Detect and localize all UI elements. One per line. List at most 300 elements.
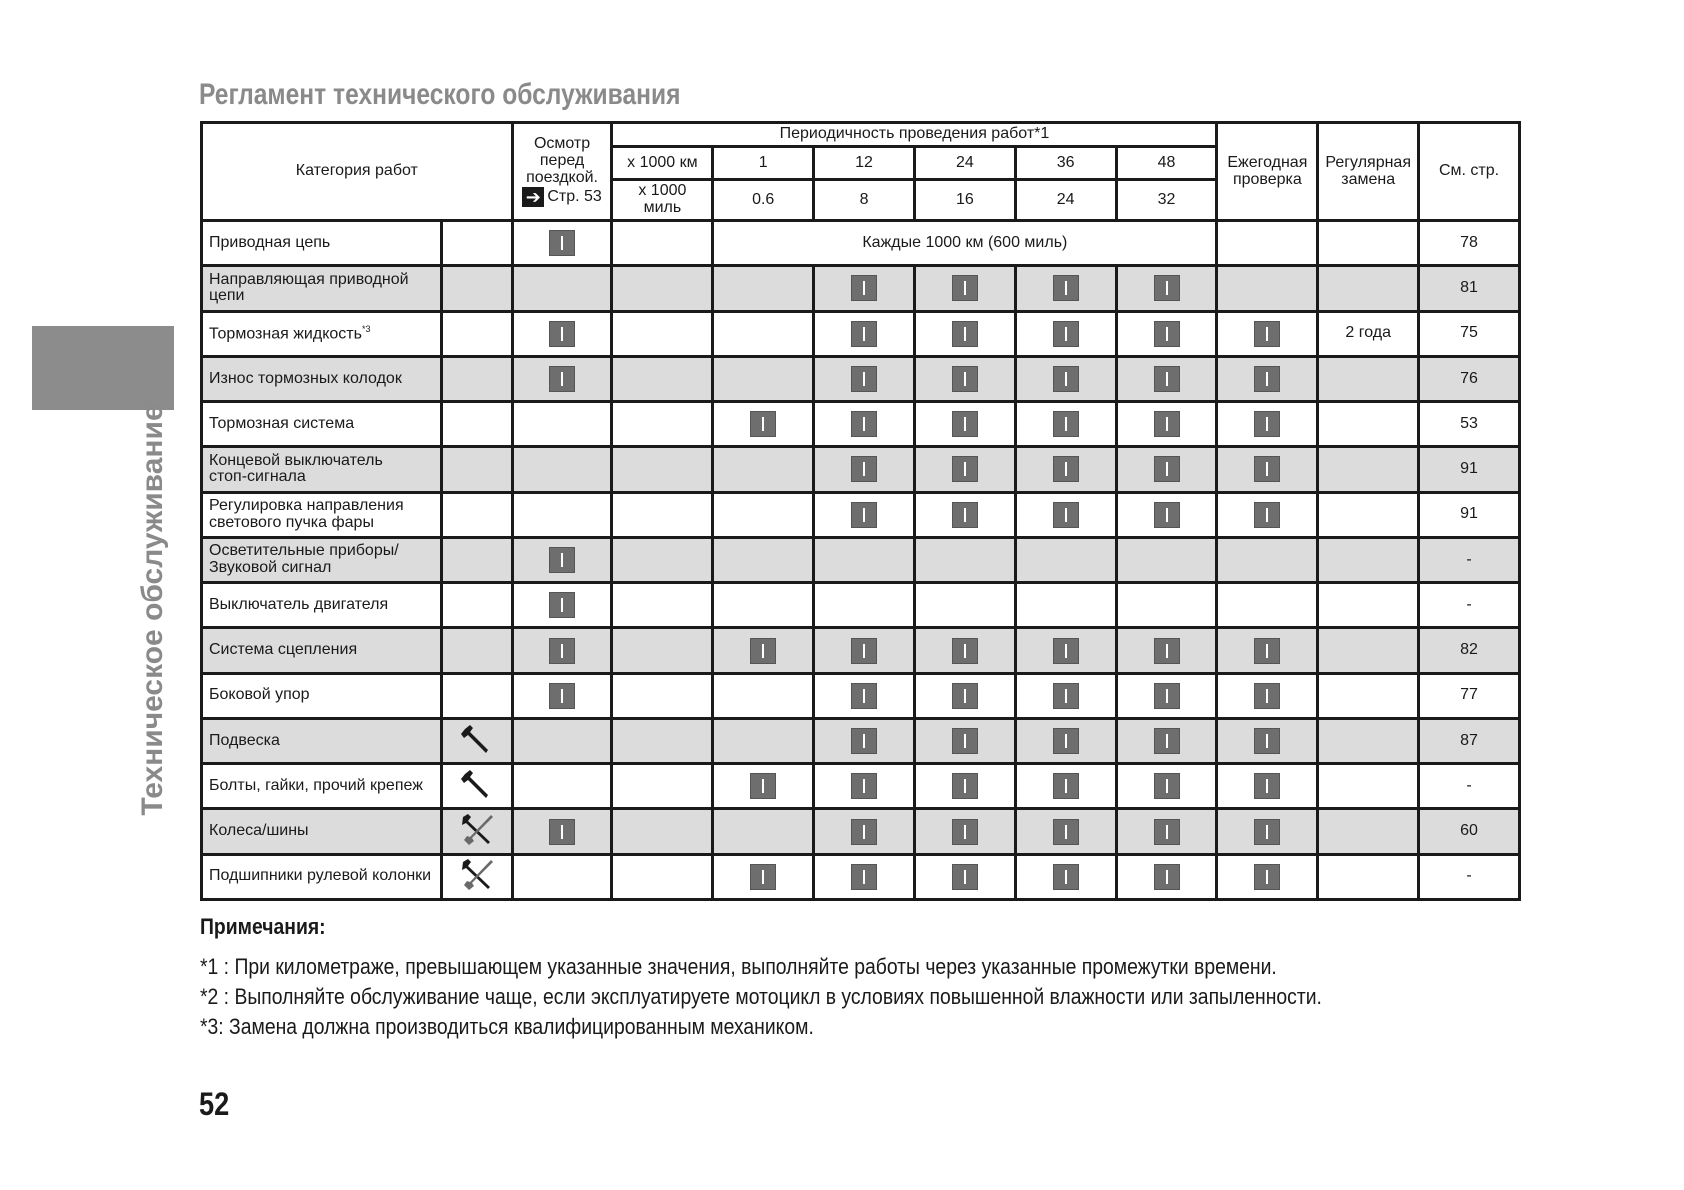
table-row xyxy=(202,221,1520,266)
interval-cell xyxy=(814,854,915,899)
category-line2: светового пучка фары xyxy=(209,513,374,531)
mile-value: 24 xyxy=(1015,180,1116,221)
pretrip-cell xyxy=(512,356,612,401)
inspect-mark-icon xyxy=(1053,502,1079,528)
interval-cell xyxy=(1015,537,1116,582)
replace-cell xyxy=(1318,583,1419,628)
km-value: 1 xyxy=(713,147,814,180)
interval-cell xyxy=(713,492,814,537)
interval-cell xyxy=(1116,492,1217,537)
tool-cell xyxy=(442,583,512,628)
inspect-mark-icon xyxy=(1154,366,1180,392)
category-name xyxy=(202,537,442,582)
replace-header xyxy=(1318,123,1419,221)
pretrip-cell xyxy=(512,583,612,628)
km-value: 36 xyxy=(1015,147,1116,180)
mile-value: 16 xyxy=(914,180,1015,221)
interval-cell xyxy=(1015,311,1116,356)
inspect-mark-icon xyxy=(1154,819,1180,845)
interval-cell xyxy=(1116,583,1217,628)
interval-cell xyxy=(914,311,1015,356)
km-value: 24 xyxy=(914,147,1015,180)
interval-cell xyxy=(1116,537,1217,582)
notes-title: Примечания: xyxy=(200,914,326,939)
interval-cell xyxy=(1015,402,1116,447)
pretrip-ref-text: Стр. 53 xyxy=(547,187,602,205)
inspect-mark-icon xyxy=(1254,638,1280,664)
page-title: Регламент технического обслуживания xyxy=(199,78,681,111)
interval-cell xyxy=(1116,673,1217,718)
tool-cell xyxy=(442,492,512,537)
replace-cell xyxy=(1318,673,1419,718)
inspect-mark-icon xyxy=(549,683,575,709)
category-line2: Звуковой сигнал xyxy=(209,558,332,576)
pretrip-cell xyxy=(512,447,612,492)
pretrip-line1: Осмотр xyxy=(533,135,591,153)
inspect-mark-icon xyxy=(851,411,877,437)
annual-cell xyxy=(1217,311,1318,356)
annual-cell xyxy=(1217,447,1318,492)
page-ref-cell: 53 xyxy=(1419,402,1520,447)
inspect-mark-icon xyxy=(952,864,978,890)
inspect-mark-icon xyxy=(1154,638,1180,664)
inspect-mark-icon xyxy=(1053,773,1079,799)
periodicity-header: Периодичность проведения работ*1 xyxy=(612,123,1217,147)
tool-cell xyxy=(442,356,512,401)
interval-cell xyxy=(914,673,1015,718)
interval-cell xyxy=(1015,628,1116,673)
category-name xyxy=(202,583,442,628)
mile-value: 0.6 xyxy=(713,180,814,221)
mile-label-line2: миль xyxy=(643,199,682,216)
annual-cell xyxy=(1217,221,1318,266)
interval-cell xyxy=(1116,356,1217,401)
page-ref-header: См. стр. xyxy=(1419,123,1520,221)
inspect-mark-icon xyxy=(952,456,978,482)
annual-cell xyxy=(1217,854,1318,899)
annual-cell xyxy=(1217,718,1318,763)
replace-line2: замена xyxy=(1341,170,1396,188)
unit-cell xyxy=(612,447,713,492)
interval-cell xyxy=(1015,809,1116,854)
inspect-mark-icon xyxy=(952,411,978,437)
page-ref-cell: - xyxy=(1419,583,1520,628)
interval-cell xyxy=(814,447,915,492)
category-name xyxy=(202,673,442,718)
annual-cell xyxy=(1217,764,1318,809)
tool-cell xyxy=(442,809,512,854)
interval-span-cell: Каждые 1000 км (600 миль) xyxy=(713,221,1217,266)
inspect-mark-icon xyxy=(1254,773,1280,799)
inspect-mark-icon xyxy=(1154,773,1180,799)
page-ref-cell: 60 xyxy=(1419,809,1520,854)
category-name xyxy=(202,718,442,763)
table-row xyxy=(202,854,1520,899)
inspect-mark-icon xyxy=(750,773,776,799)
tool-cell xyxy=(442,764,512,809)
inspect-mark-icon xyxy=(851,683,877,709)
schedule-body xyxy=(202,221,1520,900)
inspect-mark-icon xyxy=(1154,275,1180,301)
table-row xyxy=(202,809,1520,854)
interval-cell xyxy=(1116,402,1217,447)
table-row xyxy=(202,583,1520,628)
category-name xyxy=(202,447,442,492)
inspect-mark-icon xyxy=(1053,683,1079,709)
interval-cell xyxy=(814,311,915,356)
pretrip-cell xyxy=(512,221,612,266)
inspect-mark-icon xyxy=(1154,864,1180,890)
interval-cell xyxy=(814,764,915,809)
tool-cell xyxy=(442,673,512,718)
note-item: *1 : При километраже, превышающем указанные значения, выполняйте работы через указанные промежутки времени. xyxy=(200,954,1277,979)
replace-cell xyxy=(1318,809,1419,854)
category-name xyxy=(202,764,442,809)
interval-cell xyxy=(914,537,1015,582)
page-ref-cell: 78 xyxy=(1419,221,1520,266)
arrow-right-icon: ➔ xyxy=(522,187,544,207)
inspect-mark-icon xyxy=(1254,366,1280,392)
interval-cell xyxy=(713,583,814,628)
inspect-mark-icon xyxy=(750,864,776,890)
inspect-mark-icon xyxy=(851,638,877,664)
inspect-mark-icon xyxy=(1154,728,1180,754)
inspect-mark-icon xyxy=(1053,864,1079,890)
interval-cell xyxy=(914,854,1015,899)
table-row xyxy=(202,266,1520,311)
annual-cell xyxy=(1217,583,1318,628)
inspect-mark-icon xyxy=(549,230,575,256)
notes-section xyxy=(200,914,1600,1042)
replace-cell xyxy=(1318,266,1419,311)
unit-cell xyxy=(612,854,713,899)
category-line1: Осветительные приборы/ xyxy=(209,542,399,560)
category-line1: Выключатель двигателя xyxy=(209,595,389,613)
category-line1: Тормозная жидкость xyxy=(209,324,362,342)
page-ref-cell: 87 xyxy=(1419,718,1520,763)
unit-cell xyxy=(612,628,713,673)
interval-cell xyxy=(814,492,915,537)
pretrip-cell xyxy=(512,402,612,447)
inspect-mark-icon xyxy=(952,275,978,301)
interval-cell xyxy=(1116,854,1217,899)
table-row xyxy=(202,492,1520,537)
interval-cell xyxy=(1015,764,1116,809)
inspect-mark-icon xyxy=(1154,411,1180,437)
inspect-mark-icon xyxy=(1254,411,1280,437)
category-line1: Колеса/шины xyxy=(209,822,309,840)
page-ref-cell: 75 xyxy=(1419,311,1520,356)
inspect-mark-icon xyxy=(549,321,575,347)
tool-cell xyxy=(442,718,512,763)
pretrip-header xyxy=(512,123,612,221)
interval-cell xyxy=(814,809,915,854)
replace-cell xyxy=(1318,764,1419,809)
inspect-mark-icon xyxy=(851,819,877,845)
inspect-mark-icon xyxy=(952,366,978,392)
category-line1: Тормозная система xyxy=(209,414,355,432)
inspect-mark-icon xyxy=(1154,456,1180,482)
replace-cell xyxy=(1318,628,1419,673)
category-line1: Концевой выключатель xyxy=(209,451,383,469)
category-line1: Подшипники рулевой колонки xyxy=(209,867,432,885)
interval-cell xyxy=(914,764,1015,809)
tool-cell xyxy=(442,854,512,899)
inspect-mark-icon xyxy=(549,819,575,845)
page-ref-cell: 82 xyxy=(1419,628,1520,673)
inspect-mark-icon xyxy=(750,638,776,664)
interval-cell xyxy=(713,447,814,492)
pretrip-cell xyxy=(512,764,612,809)
inspect-mark-icon xyxy=(952,683,978,709)
inspect-mark-icon xyxy=(750,411,776,437)
table-row xyxy=(202,537,1520,582)
unit-cell xyxy=(612,764,713,809)
pretrip-line2: перед xyxy=(539,152,585,170)
interval-cell xyxy=(914,628,1015,673)
interval-cell xyxy=(814,673,915,718)
interval-cell xyxy=(1015,266,1116,311)
mile-label-line1: x 1000 xyxy=(638,182,687,200)
inspect-mark-icon xyxy=(851,366,877,392)
category-name xyxy=(202,221,442,266)
annual-cell xyxy=(1217,492,1318,537)
category-line1: Подвеска xyxy=(209,731,280,749)
table-row xyxy=(202,447,1520,492)
interval-cell xyxy=(1015,583,1116,628)
replace-cell xyxy=(1318,447,1419,492)
inspect-mark-icon xyxy=(1053,366,1079,392)
replace-cell xyxy=(1318,402,1419,447)
inspect-mark-icon xyxy=(952,728,978,754)
annual-cell xyxy=(1217,537,1318,582)
interval-cell xyxy=(713,854,814,899)
category-name xyxy=(202,266,442,311)
replace-cell xyxy=(1318,356,1419,401)
inspect-mark-icon xyxy=(1053,411,1079,437)
tool-cell xyxy=(442,447,512,492)
inspect-mark-icon xyxy=(1254,728,1280,754)
inspect-mark-icon xyxy=(1154,321,1180,347)
page-ref-cell: - xyxy=(1419,764,1520,809)
inspect-mark-icon xyxy=(851,502,877,528)
inspect-mark-icon xyxy=(851,456,877,482)
inspect-mark-icon xyxy=(952,773,978,799)
note-item: *3: Замена должна производиться квалифицированным механиком. xyxy=(200,1014,814,1039)
side-section-label: Техническое обслуживание xyxy=(136,404,169,816)
note-item: *2 : Выполняйте обслуживание чаще, если эксплуатируете мотоцикл в условиях повышенной влажности или запыленности. xyxy=(200,984,1322,1009)
annual-header xyxy=(1217,123,1318,221)
table-row xyxy=(202,311,1520,356)
wrench-icon xyxy=(460,767,494,806)
side-tab-block xyxy=(32,326,174,410)
replace-cell xyxy=(1318,537,1419,582)
table-row xyxy=(202,764,1520,809)
inspect-mark-icon xyxy=(1053,456,1079,482)
pretrip-cell xyxy=(512,311,612,356)
interval-cell xyxy=(1116,809,1217,854)
interval-cell xyxy=(914,809,1015,854)
category-line1: Система сцепления xyxy=(209,641,358,659)
annual-cell xyxy=(1217,356,1318,401)
inspect-mark-icon xyxy=(1254,864,1280,890)
annual-cell xyxy=(1217,402,1318,447)
inspect-mark-icon xyxy=(952,638,978,664)
unit-cell xyxy=(612,492,713,537)
mile-label xyxy=(612,180,713,221)
category-line1: Приводная цепь xyxy=(209,233,331,251)
category-line1: Направляющая приводной цепи xyxy=(209,270,409,305)
interval-cell xyxy=(713,402,814,447)
tools-icon xyxy=(460,812,494,851)
inspect-mark-icon xyxy=(1053,321,1079,347)
table-row xyxy=(202,673,1520,718)
interval-cell xyxy=(1116,447,1217,492)
inspect-mark-icon xyxy=(851,864,877,890)
unit-cell xyxy=(612,356,713,401)
tools-icon xyxy=(460,857,494,896)
interval-cell xyxy=(1015,492,1116,537)
interval-cell xyxy=(713,266,814,311)
interval-cell xyxy=(713,311,814,356)
unit-cell xyxy=(612,311,713,356)
category-name xyxy=(202,809,442,854)
category-line1: Болты, гайки, прочий крепеж xyxy=(209,776,423,794)
interval-cell xyxy=(713,764,814,809)
interval-cell xyxy=(713,356,814,401)
interval-cell xyxy=(713,628,814,673)
inspect-mark-icon xyxy=(851,728,877,754)
wrench-icon xyxy=(460,722,494,761)
interval-cell xyxy=(814,583,915,628)
pretrip-cell xyxy=(512,809,612,854)
pretrip-cell xyxy=(512,266,612,311)
interval-cell xyxy=(814,266,915,311)
pretrip-cell xyxy=(512,492,612,537)
pretrip-cell xyxy=(512,718,612,763)
replace-line1: Регулярная xyxy=(1325,153,1411,171)
pretrip-cell xyxy=(512,673,612,718)
inspect-mark-icon xyxy=(1254,456,1280,482)
unit-cell xyxy=(612,537,713,582)
interval-cell xyxy=(1015,447,1116,492)
inspect-mark-icon xyxy=(1254,321,1280,347)
interval-cell xyxy=(914,266,1015,311)
page-ref-cell: 91 xyxy=(1419,492,1520,537)
inspect-mark-icon xyxy=(1053,819,1079,845)
inspect-mark-icon xyxy=(549,638,575,664)
mile-value: 8 xyxy=(814,180,915,221)
category-name xyxy=(202,628,442,673)
annual-cell xyxy=(1217,809,1318,854)
inspect-mark-icon xyxy=(549,592,575,618)
interval-cell xyxy=(914,583,1015,628)
page-number: 52 xyxy=(199,1086,230,1122)
interval-cell xyxy=(713,809,814,854)
interval-cell xyxy=(1015,854,1116,899)
inspect-mark-icon xyxy=(1254,683,1280,709)
interval-cell xyxy=(1015,673,1116,718)
interval-cell xyxy=(814,718,915,763)
maintenance-schedule xyxy=(200,121,1521,901)
tool-cell xyxy=(442,266,512,311)
inspect-mark-icon xyxy=(1154,683,1180,709)
category-header: Категория работ xyxy=(202,123,513,221)
inspect-mark-icon xyxy=(1154,502,1180,528)
tool-cell xyxy=(442,537,512,582)
inspect-mark-icon xyxy=(851,773,877,799)
table-row xyxy=(202,718,1520,763)
inspect-mark-icon xyxy=(952,819,978,845)
annual-line1: Ежегодная xyxy=(1227,153,1308,171)
annual-line2: проверка xyxy=(1232,170,1302,188)
interval-cell xyxy=(1116,311,1217,356)
interval-cell xyxy=(914,492,1015,537)
interval-cell xyxy=(1015,718,1116,763)
interval-cell xyxy=(814,402,915,447)
replace-cell: 2 года xyxy=(1318,311,1419,356)
unit-cell xyxy=(612,402,713,447)
category-name xyxy=(202,402,442,447)
interval-cell xyxy=(814,628,915,673)
replace-cell xyxy=(1318,854,1419,899)
page-ref-cell: 91 xyxy=(1419,447,1520,492)
inspect-mark-icon xyxy=(1254,502,1280,528)
page-ref-cell: 76 xyxy=(1419,356,1520,401)
interval-cell xyxy=(914,718,1015,763)
category-line1: Регулировка направления xyxy=(209,496,404,514)
tool-cell xyxy=(442,221,512,266)
interval-cell xyxy=(713,673,814,718)
interval-cell xyxy=(1015,356,1116,401)
category-line1: Износ тормозных колодок xyxy=(209,369,402,387)
table-row xyxy=(202,628,1520,673)
table-row xyxy=(202,356,1520,401)
annual-cell xyxy=(1217,266,1318,311)
unit-cell xyxy=(612,266,713,311)
interval-cell xyxy=(1116,628,1217,673)
inspect-mark-icon xyxy=(851,321,877,347)
pretrip-cell xyxy=(512,628,612,673)
page-ref-cell: 81 xyxy=(1419,266,1520,311)
annual-cell xyxy=(1217,673,1318,718)
inspect-mark-icon xyxy=(952,321,978,347)
category-line1: Боковой упор xyxy=(209,686,310,704)
schedule-table xyxy=(200,121,1521,901)
category-name xyxy=(202,492,442,537)
interval-cell xyxy=(713,718,814,763)
tool-cell xyxy=(442,402,512,447)
replace-cell xyxy=(1318,718,1419,763)
replace-cell xyxy=(1318,492,1419,537)
interval-cell xyxy=(1116,718,1217,763)
inspect-mark-icon xyxy=(549,547,575,573)
page-ref-cell: - xyxy=(1419,537,1520,582)
pretrip-cell xyxy=(512,854,612,899)
tool-cell xyxy=(442,311,512,356)
mile-value: 32 xyxy=(1116,180,1217,221)
pretrip-line3: поездкой. xyxy=(526,168,598,186)
page-ref-cell: - xyxy=(1419,854,1520,899)
category-name xyxy=(202,311,442,356)
interval-cell xyxy=(914,356,1015,401)
inspect-mark-icon xyxy=(952,502,978,528)
category-name xyxy=(202,854,442,899)
inspect-mark-icon xyxy=(549,366,575,392)
unit-cell xyxy=(612,718,713,763)
interval-cell xyxy=(814,356,915,401)
interval-cell xyxy=(914,402,1015,447)
